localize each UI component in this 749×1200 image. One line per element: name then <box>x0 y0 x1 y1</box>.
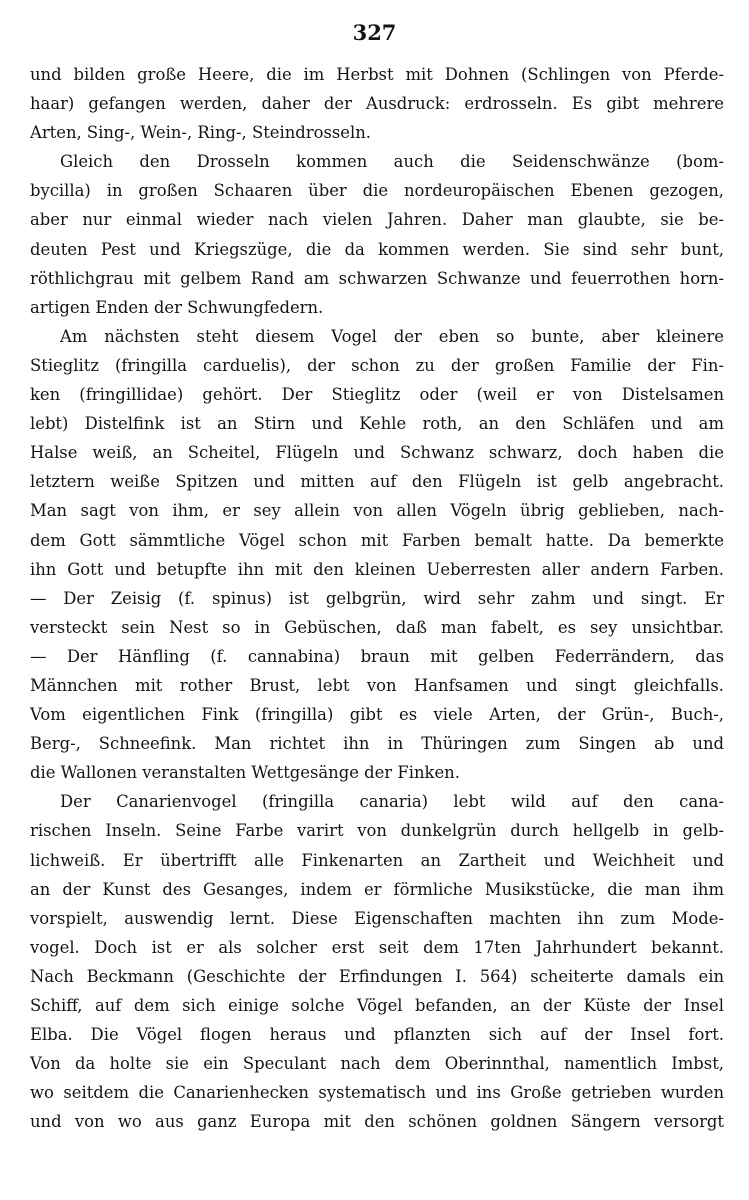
text-line: lichweiß. Er übertrifft alle Finkenarten an Zartheit und Weichheit und <box>30 850 724 870</box>
text-line: Am nächsten steht diesem Vogel der eben so bunte, aber kleinere <box>60 326 724 346</box>
text-line: vogel. Doch ist er als solcher erst seit dem 17ten Jahrhundert bekannt. <box>30 937 724 957</box>
text-line: und von wo aus ganz Europa mit den schönen goldnen Sängern versorgt <box>30 1112 724 1132</box>
text-line: — Der Hänfling (f. cannabina) braun mit gelben Federrändern, das <box>30 646 724 666</box>
text-line: bycilla) in großen Schaaren über die nordeuropäischen Ebenen gezogen, <box>30 181 724 201</box>
text-line: versteckt sein Nest so in Gebüschen, daß man fabelt, es sey unsichtbar. <box>30 617 724 637</box>
text-line: Halse weiß, an Scheitel, Flügeln und Schwanz schwarz, doch haben die <box>30 443 724 463</box>
text-line: Vom eigentlichen Fink (fringilla) gibt es viele Arten, der Grün-, Buch-, <box>30 705 724 725</box>
text-line: deuten Pest und Kriegszüge, die da kommen werden. Sie sind sehr bunt, <box>30 239 724 259</box>
text-line: rischen Inseln. Seine Farbe varirt von dunkelgrün durch hellgelb in gelb- <box>30 821 724 841</box>
text-line: Nach Beckmann (Geschichte der Erfindungen I. 564) scheiterte damals ein <box>30 966 724 986</box>
text-line: ken (fringillidae) gehört. Der Stieglitz oder (weil er von Distelsamen <box>30 385 724 405</box>
text-line: haar) gefangen werden, daher der Ausdruck: erdrosseln. Es gibt mehrere <box>30 94 724 114</box>
text-line: letztern weiße Spitzen und mitten auf den Flügeln ist gelb angebracht. <box>30 472 724 492</box>
text-line: — Der Zeisig (f. spinus) ist gelbgrün, wird sehr zahm und singt. Er <box>30 588 724 608</box>
text-line: röthlichgrau mit gelbem Rand am schwarzen Schwanze und feuerrothen horn- <box>30 268 724 288</box>
text-line: aber nur einmal wieder nach vielen Jahren. Daher man glaubte, sie be- <box>30 210 724 230</box>
text-line: Elba. Die Vögel flogen heraus und pflanzten sich auf der Insel fort. <box>30 1025 724 1045</box>
text-line: Arten, Sing-, Wein-, Ring-, Steindrosseln. <box>30 123 372 143</box>
text-line: Männchen mit rother Brust, lebt von Hanfsamen und singt gleichfalls. <box>30 675 724 695</box>
text-line: Der Canarienvogel (fringilla canaria) lebt wild auf den cana- <box>60 792 724 812</box>
text-line: Man sagt von ihm, er sey allein von allen Vögeln übrig geblieben, nach- <box>30 501 724 521</box>
text-line: die Wallonen veranstalten Wettgesänge der Finken. <box>30 763 460 783</box>
text-line: ihn Gott und betupfte ihn mit den kleinen Ueberresten aller andern Farben. <box>30 559 724 579</box>
text-line: wo seitdem die Canarienhecken systematisch und ins Große getrieben wurden <box>30 1083 724 1103</box>
text-line: artigen Enden der Schwungfedern. <box>30 297 324 317</box>
text-line: Stieglitz (fringilla carduelis), der schon zu der großen Familie der Fin- <box>30 355 724 375</box>
text-line: an der Kunst des Gesanges, indem er förmliche Musikstücke, die man ihm <box>30 879 724 899</box>
text-line: vorspielt, auswendig lernt. Diese Eigenschaften machten ihn zum Mode- <box>30 908 724 928</box>
text-line: lebt) Distelfink ist an Stirn und Kehle roth, an den Schläfen und am <box>30 414 724 434</box>
page-number: 327 <box>352 20 397 45</box>
text-line: Von da holte sie ein Speculant nach dem Oberinnthal, namentlich Imbst, <box>30 1054 724 1074</box>
text-line: Schiff, auf dem sich einige solche Vögel befanden, an der Küste der Insel <box>30 996 724 1015</box>
text-line: dem Gott sämmtliche Vögel schon mit Farben bemalt hatte. Da bemerkte <box>30 530 724 550</box>
text-line: Berg-, Schneefink. Man richtet ihn in Thüringen zum Singen ab und <box>30 734 724 754</box>
text-line: und bilden große Heere, die im Herbst mit Dohnen (Schlingen von Pferde- <box>30 65 724 84</box>
body-text <box>30 60 724 1136</box>
text-line: Gleich den Drosseln kommen auch die Seidenschwänze (bom- <box>60 152 724 172</box>
